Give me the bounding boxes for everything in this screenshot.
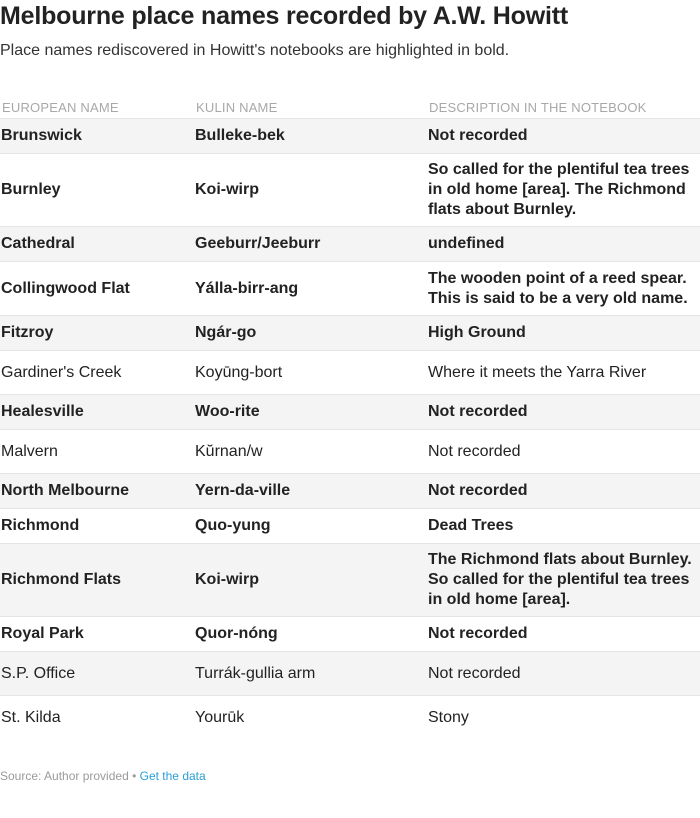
cell-description: Not recorded: [427, 395, 700, 430]
cell-european: Richmond: [0, 509, 194, 544]
table-row: [0, 351, 700, 395]
source-text: Source: Author provided •: [0, 769, 140, 783]
cell-european: Malvern: [0, 430, 194, 474]
cell-description: Not recorded: [427, 119, 700, 154]
column-header-description[interactable]: DESCRIPTION IN THE NOTEBOOK: [429, 99, 647, 115]
cell-description: undefined: [427, 227, 700, 262]
cell-european: Healesville: [0, 395, 194, 430]
cell-european: S.P. Office: [0, 652, 194, 696]
cell-european: Richmond Flats: [0, 544, 194, 617]
table-row: [0, 154, 700, 227]
cell-description: Not recorded: [427, 430, 700, 474]
cell-description: Not recorded: [427, 617, 700, 652]
cell-kulin: Yálla-birr-ang: [194, 262, 427, 316]
table-row: [0, 544, 700, 617]
cell-european: Royal Park: [0, 617, 194, 652]
cell-european: Fitzroy: [0, 316, 194, 351]
table-header-row: [0, 96, 700, 119]
table-row: [0, 617, 700, 652]
cell-european: St. Kilda: [0, 696, 194, 740]
table-row: [0, 316, 700, 351]
cell-description: High Ground: [427, 316, 700, 351]
place-names-table: [0, 96, 700, 739]
cell-description: The Richmond flats about Burnley. So called for the plentiful tea trees in old home [area].: [427, 544, 700, 617]
cell-kulin: Turrák-gullia arm: [194, 652, 427, 696]
cell-kulin: Koyūng-bort: [194, 351, 427, 395]
column-header-kulin[interactable]: KULIN NAME: [196, 99, 278, 115]
cell-description: Not recorded: [427, 652, 700, 696]
cell-kulin: Woo-rite: [194, 395, 427, 430]
table-row: [0, 119, 700, 154]
cell-european: Gardiner's Creek: [0, 351, 194, 395]
table-row: [0, 696, 700, 740]
cell-kulin: Geeburr/Jeeburr: [194, 227, 427, 262]
column-header-european[interactable]: EUROPEAN NAME: [2, 99, 119, 115]
table-row: [0, 430, 700, 474]
page-subtitle: Place names rediscovered in Howitt's notebooks are highlighted in bold.: [0, 42, 510, 59]
cell-european: Cathedral: [0, 227, 194, 262]
table-row: [0, 395, 700, 430]
cell-description: Stony: [427, 696, 700, 740]
table-row: [0, 227, 700, 262]
cell-kulin: Kŭrnan/w: [194, 430, 427, 474]
cell-description: Not recorded: [427, 474, 700, 509]
cell-kulin: Quo-yung: [194, 509, 427, 544]
table-row: [0, 652, 700, 696]
cell-description: The wooden point of a reed spear. This is said to be a very old name.: [427, 262, 700, 316]
cell-european: Collingwood Flat: [0, 262, 194, 316]
cell-european: North Melbourne: [0, 474, 194, 509]
cell-european: Burnley: [0, 154, 194, 227]
cell-description: Dead Trees: [427, 509, 700, 544]
table-row: [0, 262, 700, 316]
cell-kulin: Koi-wirp: [194, 154, 427, 227]
cell-european: Brunswick: [0, 119, 194, 154]
page-title: Melbourne place names recorded by A.W. Howitt: [0, 2, 568, 30]
cell-kulin: Yourūk: [194, 696, 427, 740]
cell-description: So called for the plentiful tea trees in old home [area]. The Richmond flats about Burnley.: [427, 154, 700, 227]
cell-description: Where it meets the Yarra River: [427, 351, 700, 395]
source-line: [0, 769, 206, 783]
cell-kulin: Yern-da-ville: [194, 474, 427, 509]
cell-kulin: Bulleke-bek: [194, 119, 427, 154]
get-the-data-link[interactable]: Get the data: [139, 769, 206, 783]
cell-kulin: Koi-wirp: [194, 544, 427, 617]
table-row: [0, 474, 700, 509]
cell-kulin: Quor-nóng: [194, 617, 427, 652]
cell-kulin: Ngár-go: [194, 316, 427, 351]
table-row: [0, 509, 700, 544]
